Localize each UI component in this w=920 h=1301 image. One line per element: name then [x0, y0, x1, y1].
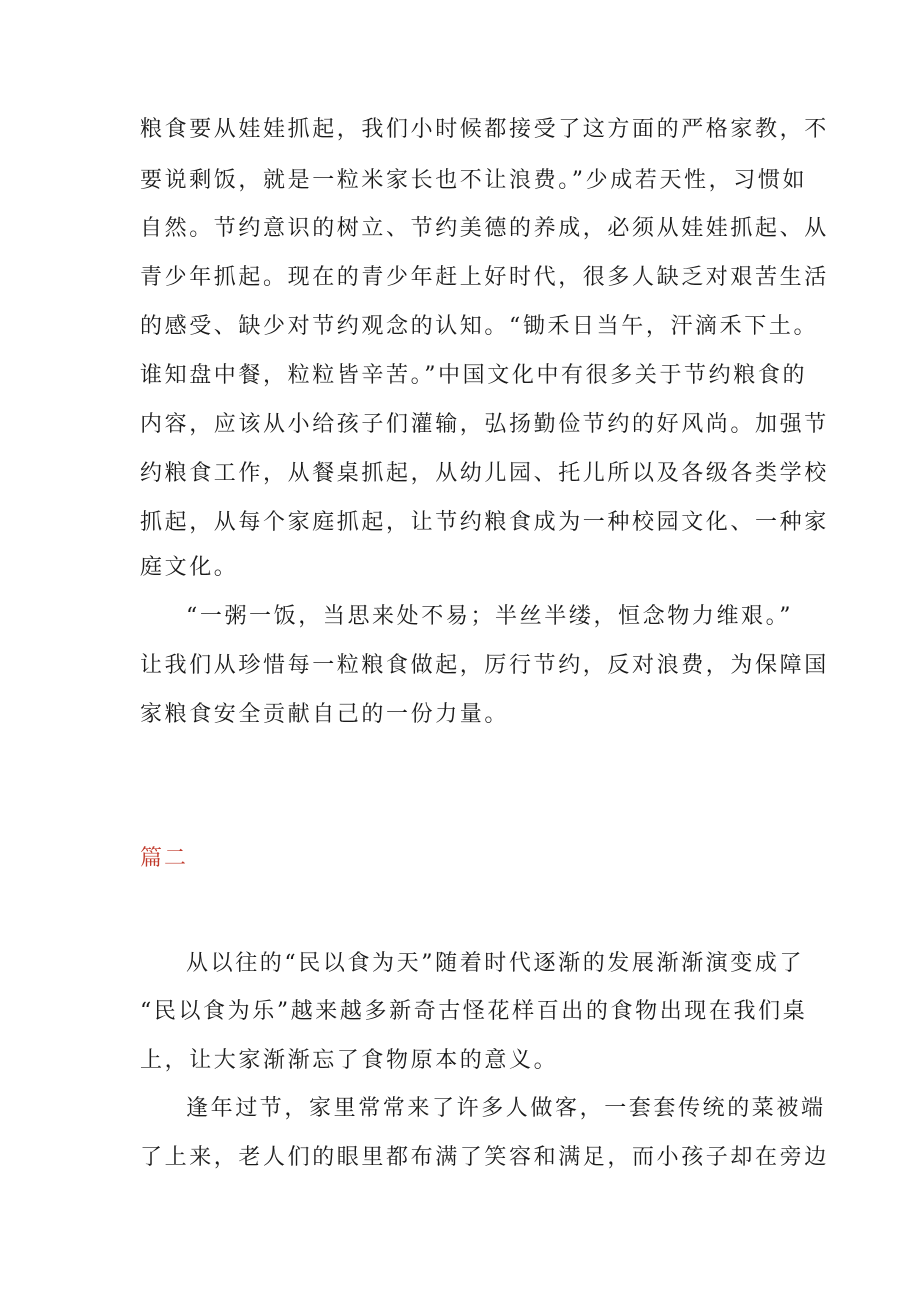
text-line: 青少年抓起。现在的青少年赶上好时代，很多人缺乏对艰苦生活 [140, 265, 829, 290]
quote-line: “一粥一饭，当思来处不易；半丝半缕，恒念物力维艰。” [186, 604, 794, 629]
text-line: 约粮食工作，从餐桌抓起，从幼儿园、托儿所以及各级各类学校 [140, 461, 829, 486]
text-line: 自然。节约意识的树立、节约美德的养成，必须从娃娃抓起、从 [140, 216, 829, 241]
text-line: 要说剩饭，就是一粒米家长也不让浪费。”少成若天性，习惯如 [140, 168, 808, 193]
text-line: 逢年过节，家里常常来了许多人做客，一套套传统的菜被端 [186, 1096, 826, 1121]
text-line: 从以往的“民以食为天”随着时代逐渐的发展渐渐演变成了 [186, 951, 805, 976]
text-line: 了上来，老人们的眼里都布满了笑容和满足，而小孩子却在旁边 [140, 1145, 829, 1170]
text-line: 让我们从珍惜每一粒粮食做起，厉行节约，反对浪费，为保障国 [140, 653, 829, 678]
text-line: 的感受、缺少对节约观念的认知。“锄禾日当午，汗滴禾下土。 [140, 314, 819, 339]
text-line: 内容，应该从小给孩子们灌输，弘扬勤俭节约的好风尚。加强节 [140, 412, 829, 437]
text-line: 粮食要从娃娃抓起，我们小时候都接受了这方面的严格家教，不 [140, 117, 829, 142]
text-line: 庭文化。 [140, 555, 239, 580]
text-line: 家粮食安全贡献自己的一份力量。 [140, 702, 510, 727]
section-heading: 篇二 [140, 846, 189, 871]
text-line: 抓起，从每个家庭抓起，让节约粮食成为一种校园文化、一种家 [140, 510, 829, 535]
text-line: 上，让大家渐渐忘了食物原本的意义。 [140, 1048, 559, 1073]
text-line: “民以食为乐”越来越多新奇古怪花样百出的食物出现在我们桌 [140, 999, 808, 1024]
text-line: 谁知盘中餐，粒粒皆辛苦。”中国文化中有很多关于节约粮食的 [140, 363, 808, 388]
